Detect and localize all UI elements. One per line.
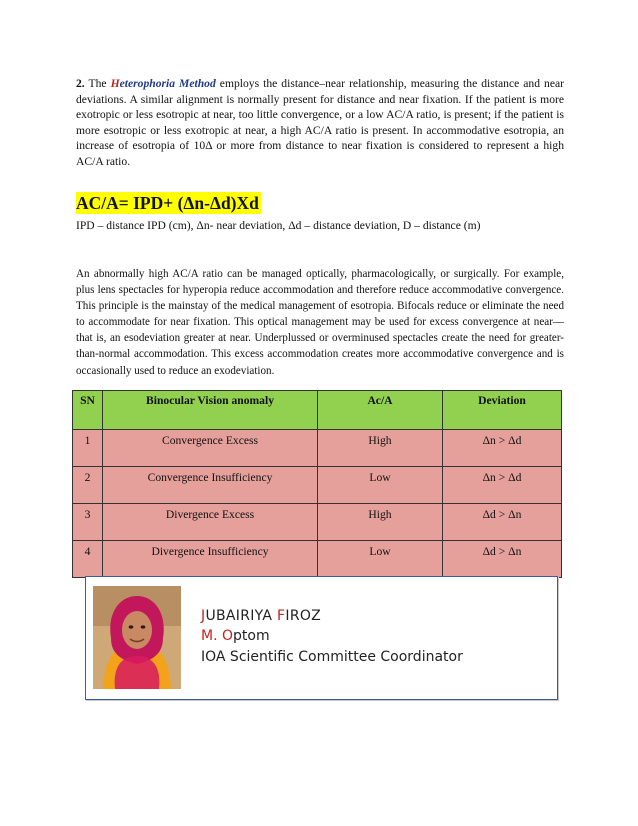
author-degree: M. Optom — [201, 628, 270, 644]
section-number: 2. — [76, 77, 85, 90]
cell-sn: 3 — [73, 504, 103, 541]
cell-deviation: Δd > Δn — [443, 541, 562, 578]
method-initial: H — [110, 77, 120, 90]
formula-legend: IPD – distance IPD (cm), Δn- near deviation, Δd – distance deviation, D – distance (m) — [76, 219, 481, 232]
cell-aca: High — [318, 430, 443, 467]
binocular-anomaly-table — [72, 390, 562, 578]
cell-deviation: Δn > Δd — [443, 467, 562, 504]
author-signature-card — [85, 576, 558, 700]
paragraph-1-text: employs the distance–near relationship, measuring the distance and near deviations. A similar alignment is normally present for distance and near fixation. If the patient is more exotropic or less esotropic at near, too little convergence, or a low AC/A ratio, is present; if the patient is more esotropic or less exotropic at near, a high AC/A ratio is present. In accommodative esotropia, an increase of esotropia of 10Δ or more from distance to near fixation is considered to represent a high AC/A ratio. — [76, 77, 564, 168]
author-photo — [93, 586, 181, 689]
author-portrait-image — [93, 586, 181, 689]
cell-aca: Low — [318, 467, 443, 504]
paragraph-management: An abnormally high AC/A ratio can be managed optically, pharmacologically, or surgically. For example, plus lens spectacles for hyperopia reduce accommodation and therefore reduce accommodative convergence. This principle is the mainstay of the medical management of esotropia. Bifocals reduce or eliminate the need to accommodate for near fixation. This optical management may be used for excess convergence at near—that is, an esodeviation greater at near. Underplussed or overminused spectacles create the need for greater-than-normal accommodation. This excess accommodation creates more accommodative convergence and is occasionally used to reduce an exodeviation. — [76, 268, 564, 377]
cell-aca: Low — [318, 541, 443, 578]
header-deviation: Deviation — [443, 391, 562, 430]
header-aca: Ac/A — [318, 391, 443, 430]
cell-aca: High — [318, 504, 443, 541]
cell-sn: 4 — [73, 541, 103, 578]
author-role: IOA Scientific Committee Coordinator — [201, 649, 463, 665]
cell-anomaly: Divergence Insufficiency — [103, 541, 318, 578]
cell-anomaly: Convergence Insufficiency — [103, 467, 318, 504]
cell-anomaly: Convergence Excess — [103, 430, 318, 467]
method-name: eterophoria Method — [119, 77, 216, 90]
paragraph-heterophoria-method — [76, 76, 564, 170]
header-anomaly: Binocular Vision anomaly — [103, 391, 318, 430]
table-header-row — [73, 391, 562, 430]
cell-sn: 2 — [73, 467, 103, 504]
header-sn: SN — [73, 391, 103, 430]
table-row — [73, 504, 562, 541]
cell-deviation: Δn > Δd — [443, 430, 562, 467]
ac-a-formula: AC/A= IPD+ (Δn-Δd)Xd — [76, 193, 259, 213]
table-row — [73, 430, 562, 467]
table-row — [73, 467, 562, 504]
table-row — [73, 541, 562, 578]
cell-sn: 1 — [73, 430, 103, 467]
cell-anomaly: Divergence Excess — [103, 504, 318, 541]
cell-deviation: Δd > Δn — [443, 504, 562, 541]
author-name: JUBAIRIYA FIROZ — [201, 608, 322, 624]
intro-prefix: The — [88, 77, 107, 90]
